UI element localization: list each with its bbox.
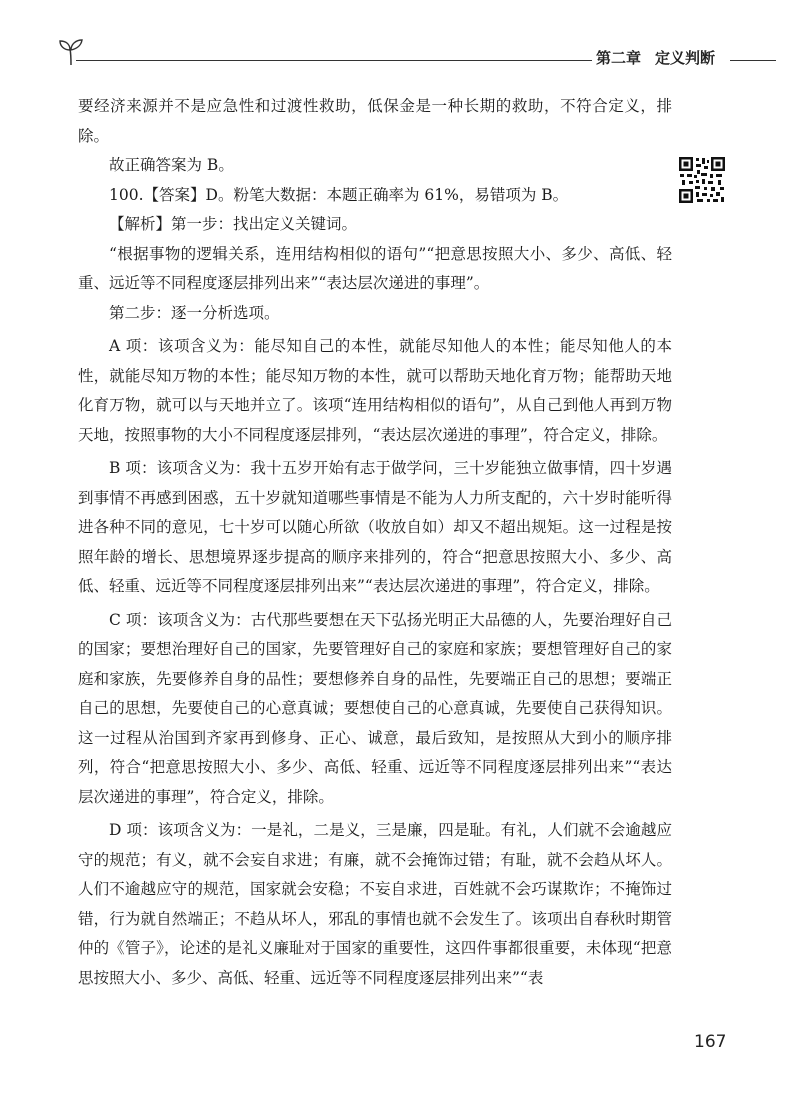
- paragraph-continuation: 要经济来源并不是应急性和过渡性救助，低保金是一种长期的救助，不符合定义，排除。: [78, 97, 672, 145]
- running-header: [596, 47, 715, 68]
- paragraph-keywords: “根据事物的逻辑关系，连用结构相似的语句”“把意思按照大小、多少、高低、轻重、远近等不同程度逐层排列出来”“表达层次递进的事理”。: [78, 244, 672, 292]
- paragraph-option-d: D 项：该项含义为：一是礼，二是义，三是廉，四是耻。有礼，人们就不会逾越应守的规范；有义，就不会妄自求进；有廉，就不会掩饰过错；有耻，就不会趋从坏人。人们不逾越应守的规范，国家就会安稳；不妄自求进，百姓就不会巧谋欺诈；不掩饰过错，行为就自然端正；不趋从坏人，邪乱的事情也就不会发生了。该项出自春秋时期管仲的《管子》，论述的是礼义廉耻对于国家的重要性，这四件事都很重要，未体现“把意思按照大小、多少、高低、轻重、远近等不同程度逐层排列出来”“表: [78, 821, 672, 987]
- paragraph-question-100-answer: 100.【答案】D。粉笔大数据：本题正确率为 61%，易错项为 B。: [109, 185, 569, 204]
- paragraph-analysis-step-2: 第二步：逐一分析选项。: [109, 303, 280, 322]
- paragraph-option-c: C 项：该项含义为：古代那些要想在天下弘扬光明正大品德的人，先要治理好自己的国家；要想治理好自己的国家，先要管理好自己的家庭和家族；要想管理好自己的家庭和家族，先要修养自身的品性；要想修养自身的品性，先要端正自己的思想；要端正自己的思想，先要使自己的心意真诚；要想使自己的心意真诚，先要使自己获得知识。这一过程从治国到齐家再到修身、正心、诚意，最后致知，是按照从大到小的顺序排列，符合“把意思按照大小、多少、高低、轻重、远近等不同程度逐层排列出来”“表达层次递进的事理”，符合定义，排除。: [78, 610, 672, 806]
- paragraph-option-a: A 项：该项含义为：能尽知自己的本性，就能尽知他人的本性；能尽知他人的本性，就能尽知万物的本性；能尽知万物的本性，就可以帮助天地化育万物；能帮助天地化育万物，就可以与天地并立了。该项“连用结构相似的语句”，从自己到他人再到万物天地，按照事物的大小不同程度逐层排列，“表达层次递进的事理”，符合定义，排除。: [78, 337, 672, 444]
- section-title: 定义判断: [655, 49, 716, 67]
- paragraph-analysis-step-1: 【解析】第一步：找出定义关键词。: [109, 215, 358, 233]
- header-rule-left: [76, 60, 592, 61]
- header-rule-right: [730, 60, 776, 61]
- paragraph-option-b: B 项：该项含义为：我十五岁开始有志于做学问，三十岁能独立做事情，四十岁遇到事情不再感到困惑，五十岁就知道哪些事情是不能为人力所支配的，六十岁时能听得进各种不同的意见，七十岁可以随心所欲（收放自如）却又不超出规矩。这一过程是按照年龄的增长、思想境界逐步提高的顺序来排列的，符合“把意思按照大小、多少、高低、轻重、远近等不同程度逐层排列出来”“表达层次递进的事理”，符合定义，排除。: [78, 459, 672, 595]
- paragraph-answer-conclusion: 故正确答案为 B。: [109, 156, 234, 174]
- page-number: 167: [694, 1032, 727, 1052]
- qr-code-icon: [678, 156, 726, 204]
- sprout-icon: [58, 38, 84, 66]
- chapter-label: 第二章: [596, 49, 642, 67]
- page-body: [78, 92, 672, 993]
